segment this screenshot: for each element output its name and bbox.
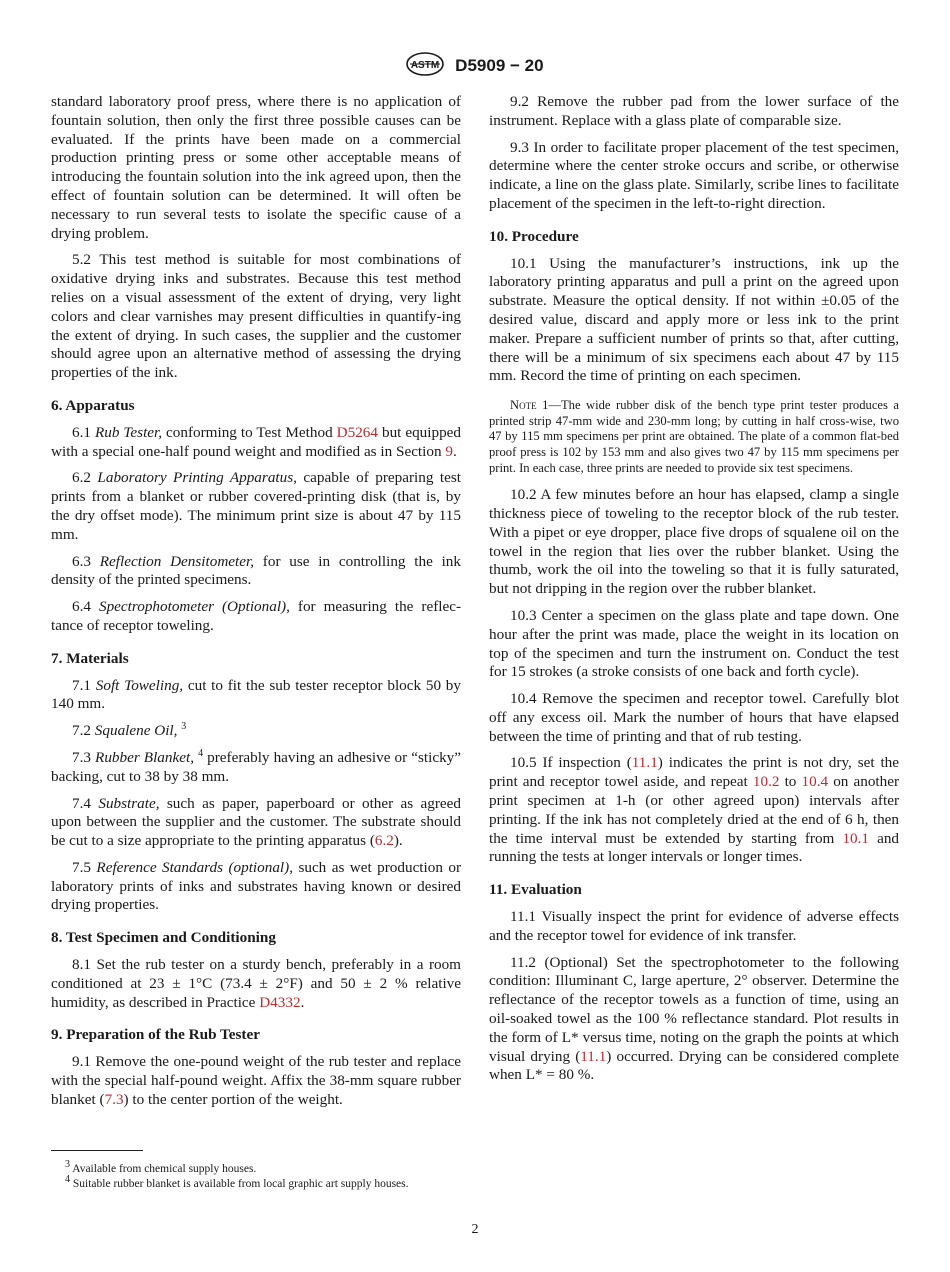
link-d4332[interactable]: D4332 [259,993,301,1011]
paragraph-10-5: 10.5 If inspection (11.1) indicates the print is not dry, set the print and receptor towel aside, and repeat 10.2 to 10.4 on another print specimen at 1-h (or other agreed upon) intervals after printing. If the ink has not completely dried at the end of 6 h, then the time interval must be extended by starting from 10.1 and running the tests at longer intervals or longer times. [489,754,900,866]
link-6-2[interactable]: 6.2 [374,832,394,850]
paragraph-10-3: 10.3 Center a specimen on the glass plate and tape down. One hour after the print was made, place the weight in its location on top of the specimen and turn the instrument on. Conduct the test for 15 strokes (a stroke consists of one back and forth cycle). [489,606,899,681]
section-heading-test-specimen: 8. Test Specimen and Conditioning [51,929,276,947]
footnote-4: $^4$ Suitable rubber blanket is available from local graphic art supply houses. [65,1174,409,1190]
section-heading-evaluation: 11. Evaluation [489,881,582,899]
right-column [489,93,899,1093]
link-10-1[interactable]: 10.1 [842,829,870,847]
section-heading-preparation: 9. Preparation of the Rub Tester [51,1026,260,1044]
svg-text:ASTM: ASTM [411,60,440,71]
link-10-2[interactable]: 10.2 [752,773,780,791]
footnote-ref-3[interactable]: 3 [181,721,187,733]
paragraph-10-1: 10.1 Using the manufacturer’s instructions, ink up the laboratory printing apparatus and pull a print on the agreed upon substrate. Measure the optical density. If not within ±0.05 of the desired value, discard and apply more or less ink to the print maker. Prepare a sufficient number of prints so that, after cutting, there will be a minimum of six specimens each about 47 by 115 mm. Record the time of printing on each specimen. [489,254,899,385]
paragraph-6-4: 6.4 Spectrophotometer (Optional), for measuring the reflec-tance of receptor toweling. [51,598,462,634]
paragraph-7-1: 7.1 Soft Toweling, cut to fit the sub tester receptor block 50 by 140 mm. [51,676,461,713]
section-heading-apparatus: 6. Apparatus [51,396,135,414]
paragraph-11-1: 11.1 Visually inspect the print for evidence of adverse effects and the receptor towel for evidence of ink transfer. [489,908,899,944]
paragraph-6-1: 6.1 Rub Tester, conforming to Test Method D5264 but equipped with a special one-half pound weight and modified as in Section 9. [51,423,462,460]
paragraph-5-1-continued: standard laboratory proof press, where there is no application of fountain solution, then only the first three possible causes can be evaluated. If the prints have been made on a commercial production printing press or some other acceptable means of introducing the fountain solution into the ink agreed upon, then the effect of fountain solution can be determined. It will often be necessary to run several tests to isolate the specific cause of a drying problem. [51,93,461,242]
paragraph-9-1: 9.1 Remove the one-pound weight of the rub tester and replace with the special half-pound weight. Affix the 38-mm square rubber blanket (7.3) to the center portion of the weight. [51,1053,461,1108]
paragraph-7-4: 7.4 Substrate, such as paper, paperboard or other as agreed upon between the supplier and the customer. The substrate should be cut to a size appropriate to the printing apparatus (6.2). [51,794,462,850]
document-designation: D5909 − 20 [455,55,544,75]
footnote-divider [51,1150,143,1151]
link-10-4[interactable]: 10.4 [801,773,829,791]
footnote-3: $^3$ Available from chemical supply houses. [65,1159,257,1175]
paragraph-7-2: 7.2 Squalene Oil, $^3$ [72,721,187,740]
link-section-9[interactable]: 9 [445,442,453,460]
page-number: 2 [471,1222,479,1237]
link-7-3[interactable]: 7.3 [104,1090,124,1108]
link-d5264[interactable]: D5264 [336,423,378,441]
paragraph-8-1: 8.1 Set the rub tester on a sturdy bench, preferably in a room conditioned at 23 ± 1°C (73.4 ± 2°F) and 50 ± 2 % relative humidity, as described in Practice D4332. [51,956,461,1011]
paragraph-7-3: 7.3 Rubber Blanket, $^4$ preferably having an adhesive or “sticky” backing, cut to 38 by 38 mm. [51,747,462,785]
paragraph-10-4: 10.4 Remove the specimen and receptor towel. Carefully blot off any excess oil. Mark the number of hours that have elapsed between the time of printing and that of rub testing. [489,690,899,745]
note-1: Note 1—The wide rubber disk of the bench type print tester produces a printed strip 47-mm wide and 230-mm long; by cutting in half cross-wise, two 47 by 115 mm specimens per print are obtained. The plate of a common flat-bed proof press is 102 by 153 mm and also gives two 47 by 115 mm specimens per print. In each case, three prints are needed to provide six test specimens. [489,398,899,475]
paragraph-9-2: 9.2 Remove the rubber pad from the lower surface of the instrument. Replace with a glass plate of comparable size. [489,93,899,129]
paragraph-9-3: 9.3 In order to facilitate proper placement of the test specimen, determine where the center stroke occurs and scribe, or otherwise indicate, a line on the glass plate. Similarly, scribe lines to facilitate placement of the specimen in the left-to-right direction. [489,138,899,212]
left-column [51,93,461,1118]
section-heading-materials: 7. Materials [51,649,129,667]
paragraph-11-2: 11.2 (Optional) Set the spectrophotometer to the following condition: Illuminant C, large aperture, 2° observer. Determine the reflectance of the receptor towels as a function of time, using an oil-soaked towel as the 100 % reflectance standard. Plot results in the form of L* versus time, noting on the graph the points at which visual drying (11.1) occurred. Drying can be considered complete when L* = 80 %. [489,953,899,1084]
section-heading-procedure: 10. Procedure [489,227,579,245]
paragraph-7-5: 7.5 Reference Standards (optional), such as wet production or laboratory prints of inks and substrates having known or desired drying properties. [51,858,462,914]
astm-logo-icon [406,52,444,81]
page-header [0,52,950,81]
paragraph-5-2: 5.2 This test method is suitable for most combinations of oxidative drying inks and substrates. Because this test method relies on a visual assessment of the extent of drying, very light colors and clear varnishes may present difficulties in quantify-ing the extent of drying. In such cases, the supplier and the customer should agree upon an alternative method of assessing the drying properties of the ink. [51,251,461,382]
link-11-1[interactable]: 11.1 [631,754,658,772]
paragraph-6-2: 6.2 Laboratory Printing Apparatus, capable of preparing test prints from a blanket or rubber covered-printing disk (that is, by the dry offset mode). The minimum print size is about 47 by 115 mm. [51,469,461,543]
paragraph-10-2: 10.2 A few minutes before an hour has elapsed, clamp a single thickness piece of toweling to the receptor block of the rub tester. With a pipet or eye dropper, place five drops of squalene oil on the towel in the region that lies over the rubber blanket. Using the thumb, work the oil into the toweling so that it is fully saturated, but not dripping in the region over the rubber blanket. [489,486,899,598]
paragraph-6-3: 6.3 Reflection Densitometer, for use in controlling the ink density of the printed specimens. [51,552,461,589]
footnote-ref-4[interactable]: 4 [198,747,204,759]
link-11-1-b[interactable]: 11.1 [580,1047,607,1065]
